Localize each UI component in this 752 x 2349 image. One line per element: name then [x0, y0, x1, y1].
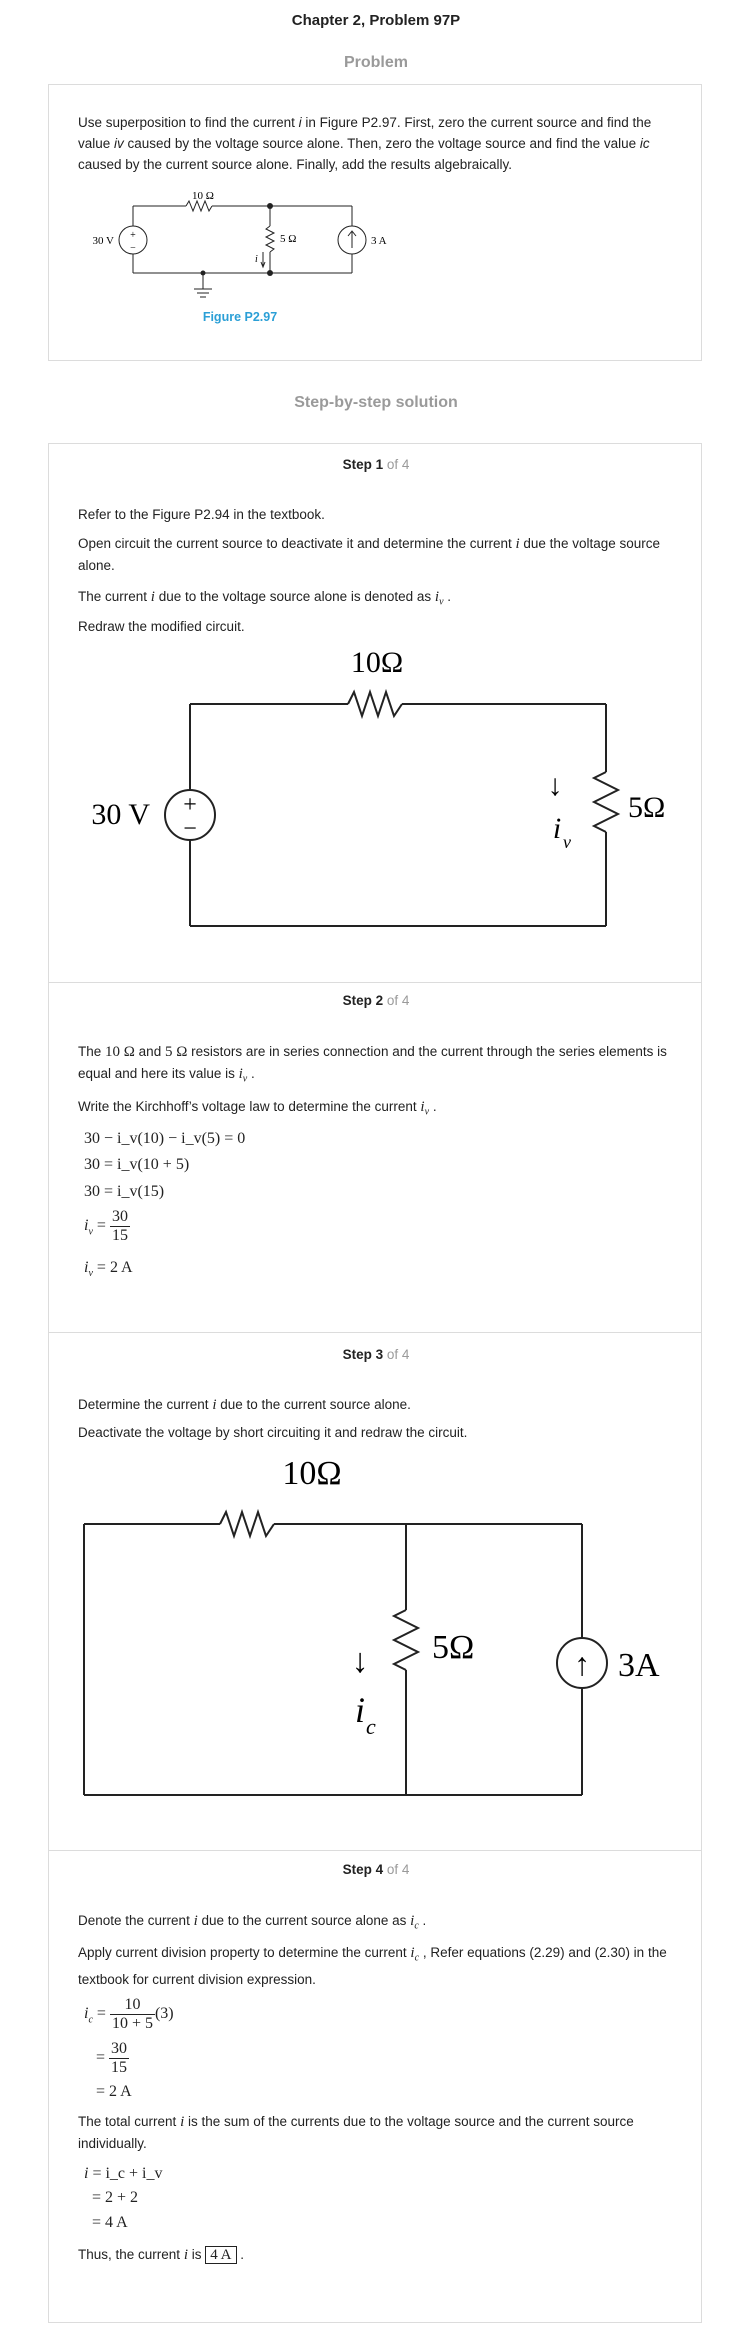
fig-label-3a: 3 A — [371, 235, 387, 247]
fig-label-i: i — [255, 254, 258, 265]
s1-label-i: i — [552, 812, 562, 845]
step-3-header: Step 3 of 4 — [342, 1347, 410, 1362]
step-1-p3: The current i due to the voltage source alone is denoted as $i_v$ . — [78, 589, 452, 608]
s1-label-5ohm: 5Ω — [628, 791, 666, 824]
s1-minus: − — [183, 816, 197, 842]
s1-label-10ohm: 10Ω — [350, 646, 404, 679]
page-title: Chapter 2, Problem 97P — [291, 12, 461, 29]
step-4-eq1: $i_c$ = $\frac{10}{10 + 5}$ (3) — [84, 1996, 174, 2032]
s1-current-arrow: ↓ — [547, 769, 563, 802]
s1-label-30v: 30 V — [91, 798, 150, 831]
step-1-p1: Refer to the Figure P2.94 in the textbook. — [78, 507, 325, 522]
step-2-p1: The 10 Ω and 5 Ω resistors are in series connection and the current through the series elements is equal and here its value is $i_v$ . — [78, 1044, 667, 1085]
s3-label-i: i — [354, 1690, 366, 1730]
problem-heading: Problem — [343, 54, 408, 71]
step-2-eq5: $i_v = 2$ A — [84, 1259, 133, 1280]
step-1-p4: Redraw the modified circuit. — [78, 619, 245, 634]
fig-minus: − — [130, 243, 136, 254]
step-4-p4: Thus, the current i is 4 A . — [78, 2247, 245, 2263]
step-separator-3 — [48, 1850, 702, 1851]
problem-statement: Use superposition to find the current i in Figure P2.97. First, zero the current source and find the value iv caused by the voltage source alone. Then, zero the voltage source and find the value ic caused by the current source alone. Finally, add the results algebraically. — [78, 115, 652, 172]
fig-label-5ohm: 5 Ω — [280, 233, 297, 245]
step-4-p2: Apply current division property to determine the current $i_c$ , Refer equations (2.29) and (2.30) in the textbook for current division expression. — [78, 1945, 667, 1987]
step-4-p1: Denote the current i due to the current source alone as $i_c$ . — [78, 1913, 427, 1932]
answer-box: 4 A — [205, 2246, 236, 2264]
s3-source-arrow: ↑ — [574, 1646, 590, 1682]
solution-heading: Step-by-step solution — [294, 394, 458, 411]
s3-label-isub: c — [366, 1714, 376, 1739]
fig-label-30v: 30 V — [92, 235, 114, 247]
step-4-f2: = 2 + 2 — [92, 2189, 139, 2206]
step-2-eq3: 30 = i_v(15) — [84, 1183, 165, 1200]
s3-label-10ohm: 10Ω — [282, 1455, 342, 1492]
step-2-eq1: 30 − i_v(10) − i_v(5) = 0 — [84, 1130, 246, 1147]
s3-label-5ohm: 5Ω — [432, 1629, 475, 1666]
step-4-f1: i = i_c + i_v — [84, 2165, 163, 2182]
step-4-eq3: = 2 A — [96, 2083, 132, 2100]
step-3-p1: Determine the current i due to the current source alone. — [78, 1397, 411, 1413]
step-4-f3: = 4 A — [92, 2214, 128, 2231]
fig-label-10ohm: 10 Ω — [192, 190, 214, 202]
step-2-eq2: 30 = i_v(10 + 5) — [84, 1156, 190, 1173]
step-2-header: Step 2 of 4 — [342, 993, 410, 1008]
step-4-p3: The total current i is the sum of the currents due to the voltage source and the current source individually. — [78, 2114, 634, 2151]
s1-plus: + — [183, 792, 197, 818]
figure-caption: Figure P2.97 — [202, 310, 278, 324]
s3-current-arrow: ↓ — [351, 1643, 369, 1680]
step-2-eq4: $i_v$ = $\frac{30}{15}$ — [84, 1208, 128, 1244]
step-4-eq2: = $\frac{30}{15}$ — [96, 2040, 128, 2076]
step-2-p2: Write the Kirchhoff’s voltage law to determine the current $i_v$ . — [78, 1099, 437, 1118]
fig-plus: + — [130, 230, 136, 241]
step-3-p2: Deactivate the voltage by short circuiting it and redraw the circuit. — [78, 1425, 468, 1440]
step-1-header: Step 1 of 4 — [342, 457, 410, 472]
s1-label-isub: v — [563, 832, 571, 852]
step-1-p2: Open circuit the current source to deactivate it and determine the current i due the voltage source alone. — [78, 536, 661, 573]
s3-label-3a: 3A — [618, 1647, 660, 1684]
step-4-header: Step 4 of 4 — [342, 1862, 410, 1877]
